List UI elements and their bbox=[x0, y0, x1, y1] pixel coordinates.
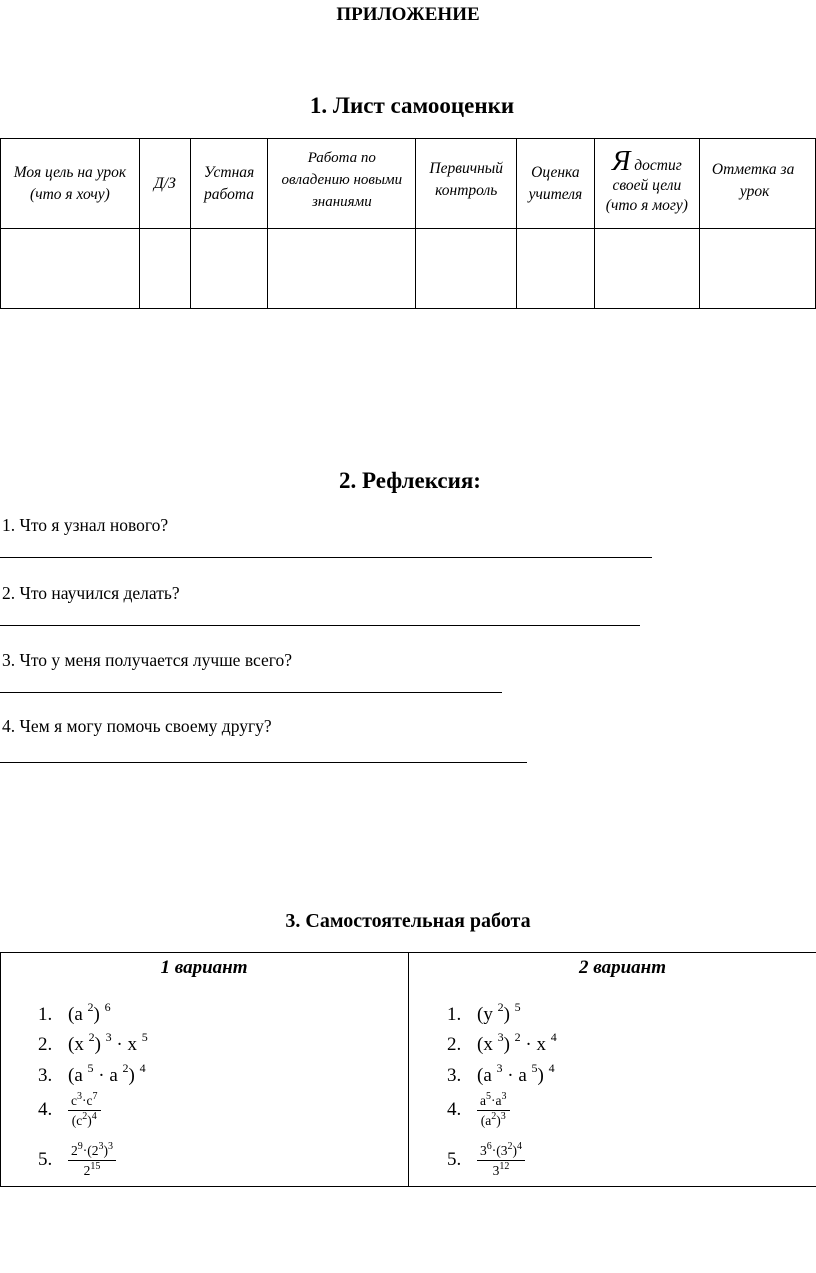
variant-1-item-2 bbox=[38, 1030, 148, 1056]
expr-part: c bbox=[86, 1093, 93, 1108]
answer-line-2[interactable] bbox=[0, 625, 640, 626]
expr-part: a bbox=[480, 1093, 486, 1108]
expr-exp: 4 bbox=[139, 1061, 146, 1075]
reflection-question-3: 3. Что у меня получается лучше всего? bbox=[2, 650, 292, 670]
item-number: 1. bbox=[38, 1004, 53, 1025]
expr-exp: 3 bbox=[108, 1141, 113, 1152]
expr-part: · bbox=[82, 1143, 88, 1158]
expr-part: 2 bbox=[83, 1163, 91, 1178]
variant-2-item-1 bbox=[447, 1000, 521, 1026]
expr-exp: 2 bbox=[122, 1061, 129, 1075]
col-achieved-big-letter: Я bbox=[612, 145, 631, 177]
expr-exp: 15 bbox=[90, 1161, 101, 1172]
page-title: ПРИЛОЖЕНИЕ bbox=[336, 4, 480, 25]
expr-part: (3 bbox=[496, 1143, 508, 1158]
self-assessment-title: 1. Лист самооценки bbox=[309, 93, 515, 118]
expr-exp: 4 bbox=[91, 1111, 97, 1122]
col-oral-header: Устная работа bbox=[190, 139, 267, 229]
expr-part: 3 bbox=[492, 1163, 500, 1178]
expr-exp: 3 bbox=[496, 1061, 503, 1075]
expr-exp: 3 bbox=[497, 1030, 504, 1044]
table-cell[interactable] bbox=[699, 229, 815, 309]
item-number: 4. bbox=[447, 1098, 462, 1120]
reflection-question-4: 4. Чем я могу помочь своему другу? bbox=[2, 716, 272, 736]
expr-part: 3 bbox=[480, 1143, 487, 1158]
expr-part: · a bbox=[502, 1065, 532, 1086]
item-number: 5. bbox=[38, 1148, 53, 1170]
variant-2-item-4 bbox=[447, 1092, 510, 1129]
reflection-question-1: 1. Что я узнал нового? bbox=[2, 515, 169, 535]
expr-part: (a bbox=[68, 1004, 88, 1025]
expr-part: · x bbox=[520, 1034, 551, 1055]
fraction bbox=[68, 1092, 101, 1129]
answer-line-4[interactable] bbox=[0, 762, 527, 763]
expr-exp: 2 bbox=[82, 1111, 88, 1122]
expr-part: (a bbox=[68, 1065, 88, 1086]
expr-exp: 3 bbox=[98, 1141, 104, 1152]
col-mark-line1: Отметка за bbox=[711, 160, 795, 178]
expr-part: ) bbox=[94, 1034, 106, 1055]
col-mark-line2: урок bbox=[739, 182, 770, 200]
item-number: 4. bbox=[38, 1098, 53, 1120]
expr-part: (x bbox=[477, 1034, 498, 1055]
col-achieved-line2: своей цели bbox=[612, 176, 682, 194]
expr-exp: 3 bbox=[105, 1030, 112, 1044]
fraction bbox=[477, 1142, 525, 1179]
col-lesson-mark-header bbox=[699, 139, 815, 229]
expr-part: · x bbox=[111, 1034, 142, 1055]
expr-exp: 4 bbox=[550, 1030, 557, 1044]
variant-2-heading: 2 вариант bbox=[578, 957, 666, 978]
item-number: 2. bbox=[447, 1034, 462, 1055]
expr-exp: 5 bbox=[531, 1061, 538, 1075]
table-cell[interactable] bbox=[1, 229, 140, 309]
table-cell[interactable] bbox=[139, 229, 190, 309]
col-achieved-goal-header bbox=[594, 139, 699, 229]
variant-2-item-5 bbox=[447, 1142, 525, 1179]
expr-part: · bbox=[491, 1093, 496, 1108]
expr-exp: 12 bbox=[499, 1161, 510, 1172]
expr-exp: 5 bbox=[141, 1030, 148, 1044]
item-number: 3. bbox=[447, 1065, 462, 1086]
fraction-numerator bbox=[68, 1142, 116, 1161]
expr-exp: 5 bbox=[514, 1000, 521, 1014]
item-number: 5. bbox=[447, 1148, 462, 1170]
table-header-row bbox=[1, 139, 816, 229]
expr-exp: 2 bbox=[491, 1111, 497, 1122]
expr-exp: 6 bbox=[104, 1000, 111, 1014]
fraction bbox=[68, 1142, 116, 1179]
variants-divider bbox=[408, 952, 409, 1187]
expr-part: a bbox=[495, 1093, 502, 1108]
expr-exp: 4 bbox=[548, 1061, 555, 1075]
table-cell[interactable] bbox=[594, 229, 699, 309]
variant-1-heading: 1 вариант bbox=[160, 957, 248, 978]
expr-part: ) bbox=[93, 1004, 105, 1025]
fraction-denominator bbox=[477, 1111, 510, 1129]
table-cell[interactable] bbox=[517, 229, 595, 309]
expr-part: (x bbox=[68, 1034, 89, 1055]
fraction-denominator bbox=[68, 1111, 101, 1129]
expr-exp: 9 bbox=[77, 1141, 83, 1152]
table-row bbox=[1, 229, 816, 309]
fraction-denominator bbox=[68, 1161, 116, 1179]
independent-work-title: 3. Самостоятельная работа bbox=[285, 910, 531, 932]
expr-part: · bbox=[82, 1093, 87, 1108]
expr-exp: 2 bbox=[514, 1030, 521, 1044]
expr-part: ) bbox=[128, 1065, 140, 1086]
fraction-numerator bbox=[477, 1142, 525, 1161]
table-cell[interactable] bbox=[190, 229, 267, 309]
expr-exp: 7 bbox=[92, 1091, 98, 1102]
answer-line-3[interactable] bbox=[0, 692, 502, 693]
expr-exp: 5 bbox=[87, 1061, 94, 1075]
expr-part: c bbox=[71, 1093, 77, 1108]
fraction-numerator bbox=[477, 1092, 510, 1111]
self-assessment-table bbox=[0, 138, 816, 309]
expr-exp: 3 bbox=[501, 1091, 507, 1102]
expr-part: (c bbox=[71, 1113, 83, 1128]
expr-exp: 4 bbox=[517, 1141, 522, 1152]
table-cell[interactable] bbox=[416, 229, 517, 309]
expr-part: · bbox=[491, 1143, 497, 1158]
expr-part: (y bbox=[477, 1004, 498, 1025]
expr-part: ) bbox=[537, 1065, 549, 1086]
col-achieved-line3: (что я могу) bbox=[605, 196, 688, 214]
variant-2-item-2 bbox=[447, 1030, 557, 1056]
expr-part: ) bbox=[503, 1034, 515, 1055]
item-number: 3. bbox=[38, 1065, 53, 1086]
variant-1-item-3 bbox=[38, 1061, 146, 1087]
expr-part: · a bbox=[93, 1065, 123, 1086]
variant-1-item-1 bbox=[38, 1000, 111, 1026]
fraction-numerator bbox=[68, 1092, 101, 1111]
expr-exp: 3 bbox=[500, 1111, 506, 1122]
answer-line-1[interactable] bbox=[0, 557, 652, 558]
expr-exp: 3 bbox=[77, 1091, 82, 1102]
expr-exp: 6 bbox=[486, 1141, 492, 1152]
expr-part: ) bbox=[512, 1143, 517, 1158]
variant-2-item-3 bbox=[447, 1061, 555, 1087]
expr-part: (2 bbox=[87, 1143, 99, 1158]
variant-1-item-5 bbox=[38, 1142, 116, 1179]
col-new-knowledge-header: Работа по овладению новыми знаниями bbox=[268, 139, 416, 229]
table-cell[interactable] bbox=[268, 229, 416, 309]
expr-part: 2 bbox=[71, 1143, 78, 1158]
expr-part: (a bbox=[477, 1065, 497, 1086]
expr-part: ) bbox=[87, 1113, 92, 1128]
col-homework-header: Д/З bbox=[139, 139, 190, 229]
expr-exp: 5 bbox=[486, 1091, 491, 1102]
col-goal-line1: Моя цель на урок bbox=[13, 163, 127, 181]
item-number: 2. bbox=[38, 1034, 53, 1055]
reflection-question-2: 2. Что научился делать? bbox=[2, 583, 180, 603]
col-teacher-grade-header: Оценка учителя bbox=[517, 139, 595, 229]
variant-1-item-4 bbox=[38, 1092, 101, 1129]
expr-part: (a bbox=[480, 1113, 492, 1128]
col-primary-control-header: Первичный контроль bbox=[416, 139, 517, 229]
col-goal-line2: (что я хочу) bbox=[30, 185, 110, 203]
expr-part: ) bbox=[103, 1143, 108, 1158]
item-number: 1. bbox=[447, 1004, 462, 1025]
expr-exp: 2 bbox=[88, 1030, 95, 1044]
col-achieved-line1: достиг bbox=[630, 156, 682, 174]
expr-exp: 2 bbox=[507, 1141, 513, 1152]
reflection-title: 2. Рефлексия: bbox=[339, 468, 481, 493]
expr-part: ) bbox=[503, 1004, 515, 1025]
fraction bbox=[477, 1092, 510, 1129]
expr-exp: 2 bbox=[87, 1000, 94, 1014]
col-goal-header bbox=[1, 139, 140, 229]
expr-part: ) bbox=[496, 1113, 501, 1128]
expr-exp: 2 bbox=[497, 1000, 504, 1014]
fraction-denominator bbox=[477, 1161, 525, 1179]
